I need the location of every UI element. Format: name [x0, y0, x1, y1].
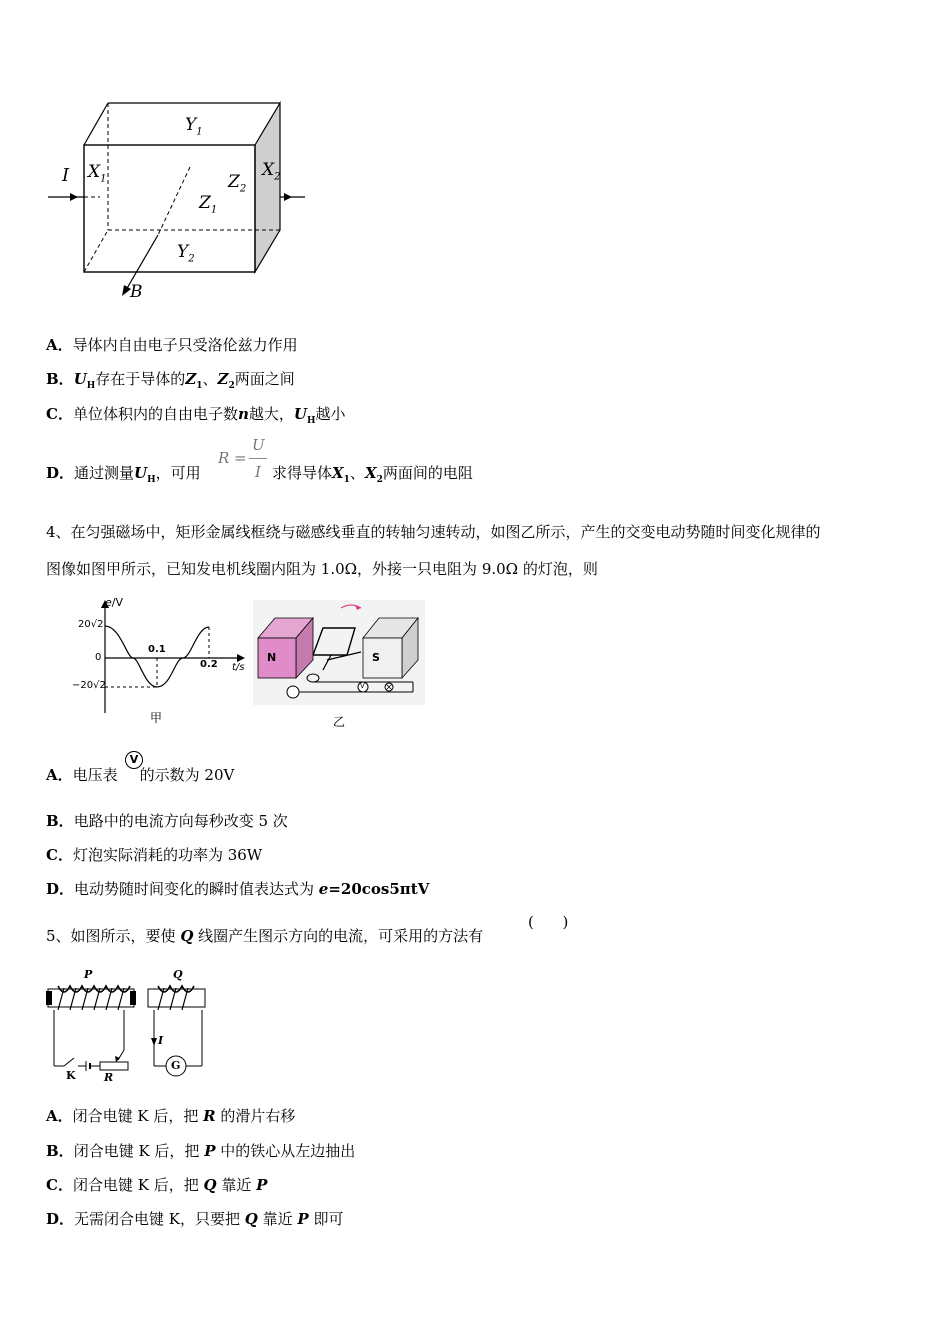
rheostat-r-label: R — [104, 1071, 114, 1084]
q4-stem-line1: 4、在匀强磁场中，矩形金属线框绕与磁感线垂直的转轴匀速转动，如图乙所示，产生的交变电动势随时间变化规律的 — [46, 523, 821, 541]
switch-k-label: K — [66, 1069, 76, 1082]
coil-p-label: P — [84, 968, 93, 981]
label-y2: $Y_2$ — [177, 242, 195, 265]
label-y1: $Y_1$ — [185, 115, 203, 138]
label-field-b: B — [130, 282, 143, 302]
graph-y-top: 20√2 — [78, 619, 104, 630]
magnet-s: S — [372, 651, 380, 664]
q3-option-c: C．单位体积内的自由电子数n越大，$U_H$越小 — [46, 405, 346, 426]
q4-option-d: D．电动势随时间变化的瞬时值表达式为 e=20cos5πtV — [46, 880, 430, 898]
device-voltmeter-label: V — [360, 682, 365, 690]
q3-option-d-tail: 求得导体$X_1$、$X_2$两面间的电阻 — [272, 464, 473, 485]
graph-xlabel: t/s — [232, 662, 245, 673]
q3-option-d: D．通过测量$U_H$，可用 — [46, 464, 201, 485]
graph-ylabel: e/V — [105, 596, 124, 609]
coil-q-label: Q — [173, 968, 183, 981]
label-z1: $Z_1$ — [199, 193, 218, 216]
q4-option-a: A．电压表 的示数为 20V — [46, 766, 235, 784]
label-current-i: I — [62, 165, 70, 186]
hall-effect-figure — [40, 95, 320, 310]
device-caption: 乙 — [333, 715, 346, 729]
generator-figure — [253, 600, 425, 705]
q5-option-c: C．闭合电键 K 后，把 Q 靠近 P — [46, 1176, 268, 1194]
q4-option-b: B．电路中的电流方向每秒改变 5 次 — [46, 812, 288, 830]
label-z2: $Z_2$ — [228, 172, 247, 195]
label-x2: $X_2$ — [262, 160, 281, 183]
q3-option-b: B．$U_H$存在于导体的$Z_1$、$Z_2$两面之间 — [46, 370, 295, 391]
q3-option-a: A．导体内自由电子只受洛伦兹力作用 — [46, 336, 298, 354]
magnet-n: N — [267, 651, 277, 664]
q5-option-b: B．闭合电键 K 后，把 P 中的铁心从左边抽出 — [46, 1142, 356, 1160]
graph-x2: 0.2 — [200, 659, 218, 670]
q5-option-d: D．无需闭合电键 K，只要把 Q 靠近 P 即可 — [46, 1210, 344, 1228]
q4-stem-line2: 图像如图甲所示，已知发电机线圈内阻为 1.0Ω，外接一只电阻为 9.0Ω 的灯泡，则 — [46, 560, 598, 578]
q5-answer-paren: ( ) — [528, 913, 569, 931]
galvanometer-g-label: G — [171, 1059, 181, 1072]
q5-option-a: A．闭合电键 K 后，把 R 的滑片右移 — [46, 1107, 296, 1125]
current-i-label: I — [158, 1034, 164, 1047]
q3-formula: R = U I — [218, 437, 278, 485]
graph-caption: 甲 — [150, 711, 163, 725]
label-x1: $X_1$ — [88, 162, 107, 185]
graph-x1: 0.1 — [148, 644, 166, 655]
voltmeter-icon: V — [125, 751, 143, 769]
q4-option-c: C．灯泡实际消耗的功率为 36W — [46, 846, 263, 864]
graph-y-bot: −20√2 — [72, 680, 106, 691]
q5-stem: 5、如图所示，要使 Q 线圈产生图示方向的电流，可采用的方法有 — [46, 927, 484, 945]
graph-y-zero: 0 — [95, 652, 102, 663]
